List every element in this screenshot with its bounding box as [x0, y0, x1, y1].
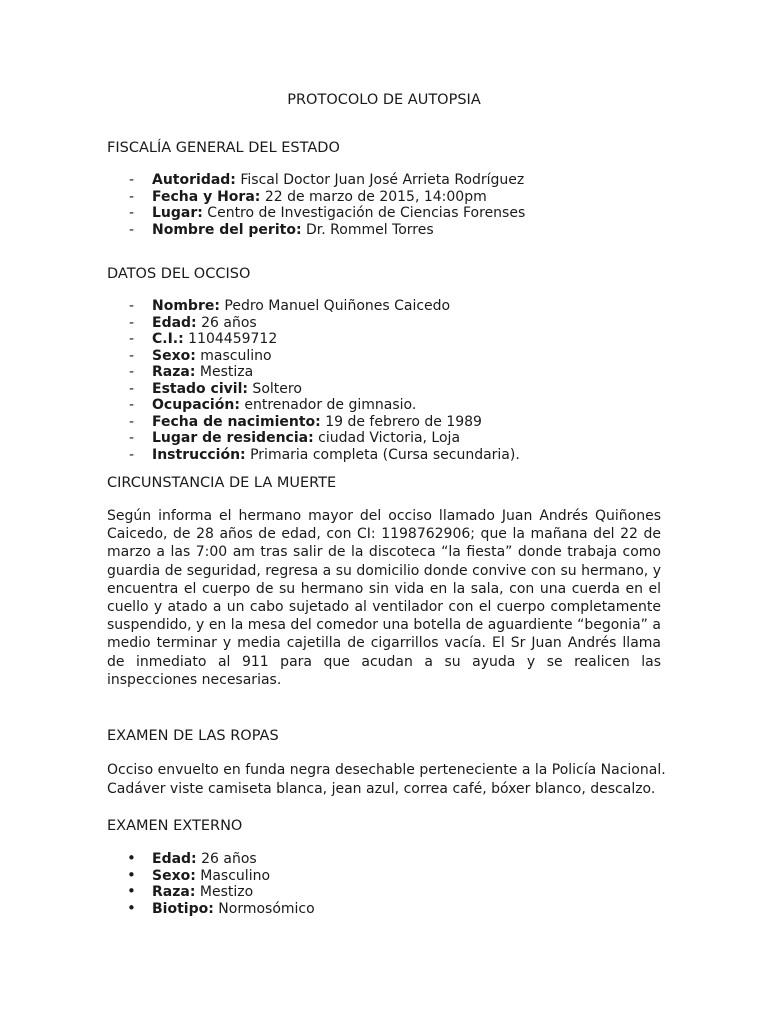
list-item	[107, 331, 520, 348]
list-item	[107, 414, 520, 431]
item-value: 1104459712	[183, 331, 278, 347]
dash-marker: -	[129, 397, 135, 413]
item-value: Mestiza	[195, 364, 254, 380]
document-title: PROTOCOLO DE AUTOPSIA	[287, 92, 481, 108]
item-label: Estado civil:	[152, 380, 248, 397]
item-label: Fecha de nacimiento:	[152, 413, 321, 430]
list-item	[107, 205, 525, 222]
list-item	[107, 364, 520, 381]
list-item	[107, 867, 315, 884]
section-heading-examen-externo: EXAMEN EXTERNO	[107, 818, 243, 834]
dash-marker: -	[129, 413, 135, 430]
item-value: ciudad Victoria, Loja	[313, 430, 461, 446]
item-value: masculino	[195, 347, 272, 364]
item-value: 22 de marzo de 2015, 14:00pm	[260, 188, 487, 205]
item-value: Soltero	[247, 380, 302, 397]
dash-marker: -	[129, 298, 135, 314]
dash-marker: -	[129, 331, 135, 347]
bullet-marker: •	[127, 865, 136, 884]
item-label: C.I.:	[152, 331, 184, 347]
section-heading-ropas: EXAMEN DE LAS ROPAS	[107, 728, 279, 744]
list-item	[107, 397, 520, 414]
section-heading-datos: DATOS DEL OCCISO	[107, 266, 251, 282]
item-value: Masculino	[195, 867, 271, 884]
dash-marker: -	[129, 430, 135, 446]
datos-list	[107, 298, 520, 463]
list-item	[107, 850, 315, 867]
item-label: Ocupación:	[152, 397, 240, 413]
item-value: entrenador de gimnasio.	[239, 397, 417, 413]
list-item	[107, 315, 520, 332]
ropas-paragraph: Occiso envuelto en funda negra desechable perteneciente a la Policía Nacional. Cadáver viste camiseta blanca, jean azul, correa café, bóxer blanco, descalzo.	[107, 762, 666, 797]
dash-marker: -	[129, 364, 135, 380]
item-value: Primaria completa (Cursa secundaria).	[245, 446, 520, 463]
list-item	[107, 298, 520, 315]
list-item	[107, 222, 525, 239]
item-value: Pedro Manuel Quiñones Caicedo	[219, 298, 451, 314]
item-label: Autoridad:	[152, 172, 236, 188]
list-item	[107, 381, 520, 398]
item-value: 26 años	[196, 851, 257, 867]
section-heading-circunstancia: CIRCUNSTANCIA DE LA MUERTE	[107, 475, 337, 491]
fiscalia-list	[107, 172, 525, 238]
bullet-marker: •	[127, 898, 136, 917]
list-item	[107, 447, 520, 464]
item-value: 26 años	[196, 314, 257, 331]
list-item	[107, 348, 520, 365]
item-label: Sexo:	[152, 347, 196, 364]
item-label: Instrucción:	[152, 446, 246, 463]
dash-marker: -	[129, 188, 135, 205]
examen-externo-list	[107, 850, 315, 916]
dash-marker: -	[129, 205, 135, 221]
item-label: Fecha y Hora:	[152, 188, 261, 205]
dash-marker: -	[129, 347, 135, 364]
item-label: Lugar de residencia:	[152, 430, 314, 446]
section-heading-fiscalia: FISCALÍA GENERAL DEL ESTADO	[107, 140, 340, 156]
item-value: Normosómico	[213, 900, 315, 917]
item-label: Nombre del perito:	[152, 221, 302, 238]
item-label: Nombre:	[152, 298, 220, 314]
item-value: 19 de febrero de 1989	[320, 413, 482, 430]
item-label: Sexo:	[152, 867, 196, 884]
list-item	[107, 172, 525, 189]
item-label: Raza:	[152, 364, 196, 380]
item-label: Edad:	[152, 314, 197, 331]
list-item	[107, 900, 315, 917]
item-value: Mestizo	[195, 884, 254, 900]
list-item	[107, 430, 520, 447]
dash-marker: -	[129, 172, 135, 188]
item-label: Biotipo:	[152, 900, 214, 917]
list-item	[107, 189, 525, 206]
dash-marker: -	[129, 221, 135, 238]
dash-marker: -	[129, 314, 135, 331]
item-value: Centro de Investigación de Ciencias Forenses	[202, 205, 526, 221]
item-label: Lugar:	[152, 205, 203, 221]
bullet-marker: •	[127, 849, 136, 867]
list-item	[107, 883, 315, 900]
item-label: Edad:	[152, 851, 197, 867]
circunstancia-paragraph: Según informa el hermano mayor del occiso llamado Juan Andrés Quiñones Caicedo, de 28 años de edad, con CI: 1198762906; que la mañana del 22 de marzo a las 7:00 am tras salir de la discoteca “la fiesta” donde trabaja como guardia de seguridad, regresa a su domicilio donde convive con su hermano, y encuentra el cuerpo de su hermano sin vida en la sala, con una cuerda en el cuello y atado a un cabo sujetado al ventilador con el cuerpo completamente suspendido, y en la mesa del comedor una botella de aguardiente “begonia” a medio terminar y media cajetilla de cigarrillos vacía. El Sr Juan Andrés llama de inmediato al 911 para que acudan a su ayuda y se realicen las inspecciones necesarias.	[107, 508, 661, 688]
bullet-marker: •	[127, 882, 136, 900]
item-value: Fiscal Doctor Juan José Arrieta Rodríguez	[235, 172, 525, 188]
dash-marker: -	[129, 380, 135, 397]
dash-marker: -	[129, 446, 135, 463]
item-label: Raza:	[152, 884, 196, 900]
item-value: Dr. Rommel Torres	[301, 221, 434, 238]
